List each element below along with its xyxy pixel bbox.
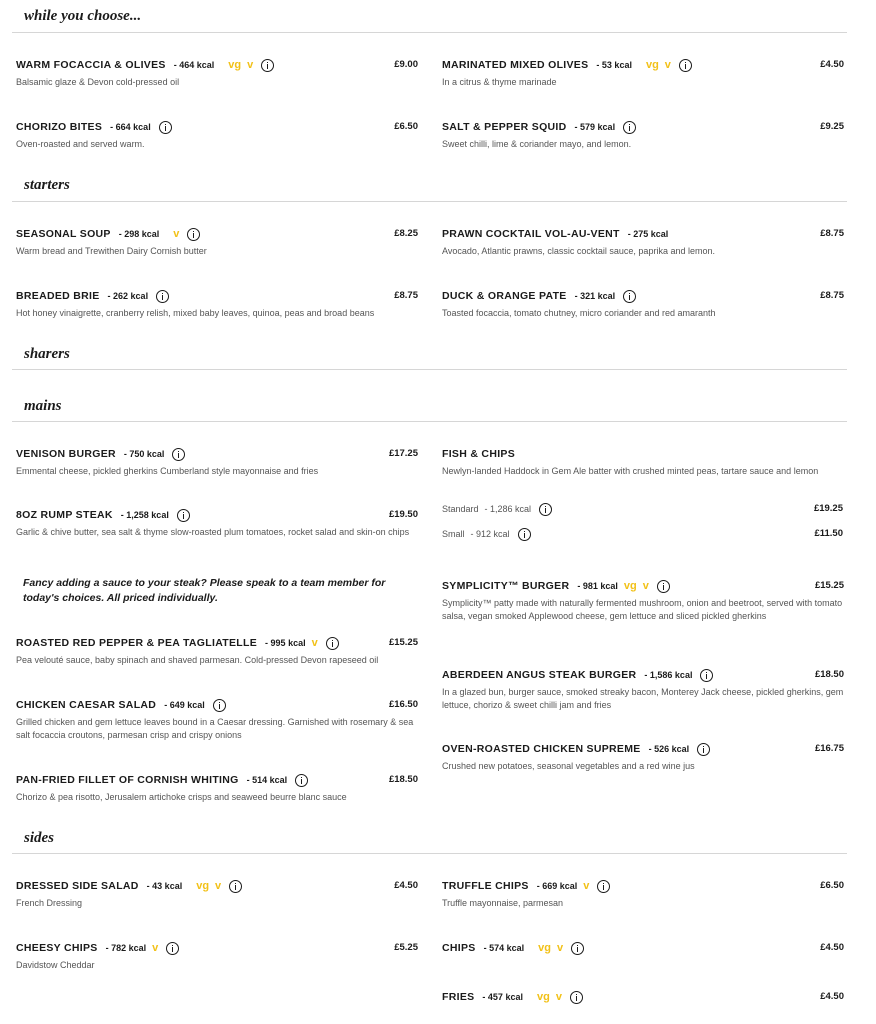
info-icon[interactable] <box>159 121 172 134</box>
option-price: £11.50 <box>814 528 843 539</box>
item-price: £8.25 <box>394 228 418 239</box>
vegetarian-badge: v <box>152 942 159 954</box>
section-divider <box>12 32 847 33</box>
item-kcal: - 43 kcal <box>147 881 183 891</box>
vegetarian-badge: v <box>247 59 254 71</box>
menu-item-cornish-whiting[interactable] <box>16 772 418 804</box>
info-icon[interactable] <box>570 991 583 1004</box>
option-name: Standard <box>442 504 479 514</box>
info-icon[interactable] <box>261 59 274 72</box>
menu-item-symplicity-burger[interactable] <box>442 578 844 623</box>
item-description: Avocado, Atlantic prawns, classic cocktail sauce, paprika and lemon. <box>442 246 715 256</box>
item-price: £4.50 <box>820 991 844 1002</box>
item-description: Toasted focaccia, tomato chutney, micro coriander and red amaranth <box>442 308 716 318</box>
item-description: Davidstow Cheddar <box>16 960 95 970</box>
steak-sauce-note: Fancy adding a sauce to your steak? Please speak to a team member for today's choices. All priced individually. <box>23 577 386 604</box>
item-price: £4.50 <box>820 942 844 953</box>
item-kcal: - 526 kcal <box>649 744 690 754</box>
item-kcal: - 995 kcal <box>265 638 306 648</box>
vegetarian-badge: v <box>664 59 671 71</box>
vegetarian-badge: v <box>555 991 562 1003</box>
menu-item-breaded-brie[interactable] <box>16 288 418 320</box>
section-title-while-you-choose: while you choose... <box>24 8 142 24</box>
item-price: £15.25 <box>388 637 418 648</box>
item-description: French Dressing <box>16 898 83 908</box>
info-icon[interactable] <box>518 528 531 541</box>
item-price: £15.25 <box>814 580 844 591</box>
menu-item-fries[interactable] <box>442 989 844 1005</box>
info-icon[interactable] <box>326 637 339 650</box>
item-kcal: - 1,586 kcal <box>644 670 692 680</box>
item-kcal: - 53 kcal <box>596 60 632 70</box>
item-kcal: - 664 kcal <box>110 122 151 132</box>
menu-item-seasonal-soup[interactable] <box>16 226 418 258</box>
item-name: SYMPLICITY™ BURGER <box>442 580 570 592</box>
section-divider <box>12 201 847 202</box>
item-name: PRAWN COCKTAIL VOL-AU-VENT <box>442 228 620 240</box>
item-kcal: - 579 kcal <box>575 122 616 132</box>
menu-item-venison-burger[interactable] <box>16 446 418 478</box>
item-name: FISH & CHIPS <box>442 448 516 460</box>
item-description: In a citrus & thyme marinade <box>442 77 557 87</box>
vegan-badge: vg <box>536 991 550 1003</box>
item-description: Hot honey vinaigrette, cranberry relish, mixed baby leaves, quinoa, peas and broad beans <box>16 308 375 318</box>
menu-item-chicken-caesar-salad[interactable] <box>16 697 418 742</box>
info-icon[interactable] <box>700 669 713 682</box>
item-price: £19.50 <box>388 509 418 520</box>
info-icon[interactable] <box>571 942 584 955</box>
vegan-badge: vg <box>228 59 242 71</box>
info-icon[interactable] <box>679 59 692 72</box>
section-title-starters: starters <box>24 177 70 193</box>
info-icon[interactable] <box>177 509 190 522</box>
section-title-sides: sides <box>24 830 54 846</box>
item-price: £9.25 <box>820 121 844 132</box>
item-kcal: - 321 kcal <box>575 291 616 301</box>
item-kcal: - 457 kcal <box>482 992 523 1002</box>
info-icon[interactable] <box>597 880 610 893</box>
item-description: In a glazed bun, burger sauce, smoked streaky bacon, Monterey Jack cheese, pickled gherkins, gem lettuce, chorizo & sweet chilli jam and fries <box>442 687 844 710</box>
item-kcal: - 669 kcal <box>537 881 578 891</box>
item-name: CHORIZO BITES <box>16 121 103 133</box>
menu-item-chicken-supreme[interactable] <box>442 741 844 773</box>
item-name: BREADED BRIE <box>16 290 100 302</box>
item-name: SALT & PEPPER SQUID <box>442 121 567 133</box>
item-kcal: - 275 kcal <box>628 229 669 239</box>
item-description: Garlic & chive butter, sea salt & thyme slow-roasted plum tomatoes, rocket salad and skin-on chips <box>16 527 410 537</box>
vegan-badge: vg <box>623 580 637 592</box>
item-price: £6.50 <box>394 121 418 132</box>
vegetarian-badge: v <box>215 880 222 892</box>
item-price: £17.25 <box>388 448 418 459</box>
item-name: SEASONAL SOUP <box>16 228 111 240</box>
section-title-mains: mains <box>24 398 62 414</box>
option-kcal: - 1,286 kcal <box>485 504 532 514</box>
item-description: Sweet chilli, lime & coriander mayo, and lemon. <box>442 139 632 149</box>
menu-item-duck-orange-pate[interactable] <box>442 288 844 320</box>
item-description: Newlyn-landed Haddock in Gem Ale batter with crushed minted peas, tartare sauce and lemon <box>442 466 819 476</box>
item-name: CHIPS <box>442 942 476 954</box>
info-icon[interactable] <box>229 880 242 893</box>
item-price: £6.50 <box>820 880 844 891</box>
info-icon[interactable] <box>156 290 169 303</box>
info-icon[interactable] <box>697 743 710 756</box>
fish-chips-small-option[interactable] <box>442 526 843 542</box>
fish-chips-standard-option[interactable] <box>442 501 843 517</box>
item-name: TRUFFLE CHIPS <box>442 880 529 892</box>
info-icon[interactable] <box>623 121 636 134</box>
item-price: £18.50 <box>814 669 844 680</box>
info-icon[interactable] <box>623 290 636 303</box>
menu-item-tagliatelle[interactable] <box>16 635 418 667</box>
item-name: CHICKEN CAESAR SALAD <box>16 699 157 711</box>
menu-item-salt-pepper-squid[interactable] <box>442 119 844 151</box>
section-divider <box>12 369 847 370</box>
item-price: £16.75 <box>814 743 844 754</box>
item-name: VENISON BURGER <box>16 448 116 460</box>
item-name: WARM FOCACCIA & OLIVES <box>16 59 166 71</box>
item-price: £18.50 <box>388 774 418 785</box>
info-icon[interactable] <box>295 774 308 787</box>
section-divider <box>12 853 847 854</box>
item-name: CHEESY CHIPS <box>16 942 98 954</box>
item-description: Truffle mayonnaise, parmesan <box>442 898 564 908</box>
item-description: Warm bread and Trewithen Dairy Cornish butter <box>16 246 207 256</box>
item-name: DUCK & ORANGE PATE <box>442 290 567 302</box>
item-price: £8.75 <box>820 290 844 301</box>
item-description: Symplicity™ patty made with naturally fermented mushroom, onion and beetroot, served with tomato salsa, vegan smoked Applewood cheese, gem lettuce and sliced pickled gherkins <box>442 598 843 621</box>
item-description: Emmental cheese, pickled gherkins Cumberland style mayonnaise and fries <box>16 466 319 476</box>
menu-item-fish-and-chips[interactable] <box>442 446 844 478</box>
menu-item-prawn-cocktail[interactable] <box>442 226 844 258</box>
item-kcal: - 262 kcal <box>108 291 149 301</box>
item-kcal: - 574 kcal <box>484 943 525 953</box>
menu-item-chips[interactable] <box>442 940 844 956</box>
menu-item-marinated-olives[interactable] <box>442 57 844 89</box>
vegetarian-badge: v <box>556 942 564 954</box>
menu-item-rump-steak[interactable] <box>16 507 418 539</box>
item-name: ROASTED RED PEPPER & PEA TAGLIATELLE <box>16 637 258 649</box>
item-kcal: - 750 kcal <box>124 449 165 459</box>
menu-item-warm-focaccia[interactable] <box>16 57 418 89</box>
item-description: Oven-roasted and served warm. <box>16 139 145 149</box>
item-name: MARINATED MIXED OLIVES <box>442 59 589 71</box>
item-name: PAN-FRIED FILLET OF CORNISH WHITING <box>16 774 239 786</box>
item-kcal: - 782 kcal <box>106 943 147 953</box>
menu-item-dressed-side-salad[interactable] <box>16 878 418 910</box>
item-description: Pea velouté sauce, baby spinach and shaved parmesan. Cold-pressed Devon rapeseed oil <box>16 655 379 665</box>
vegetarian-badge: v <box>311 637 318 649</box>
item-price: £4.50 <box>820 59 844 70</box>
item-price: £5.25 <box>394 942 418 953</box>
item-description: Balsamic glaze & Devon cold-pressed oil <box>16 77 180 87</box>
item-description: Crushed new potatoes, seasonal vegetables and a red wine jus <box>442 761 695 771</box>
info-icon[interactable] <box>657 580 670 593</box>
item-kcal: - 981 kcal <box>577 581 618 591</box>
item-name: 8OZ RUMP STEAK <box>16 509 113 521</box>
vegetarian-badge: v <box>583 880 590 892</box>
item-price: £8.75 <box>394 290 418 301</box>
menu-item-truffle-chips[interactable] <box>442 878 844 910</box>
item-kcal: - 464 kcal <box>174 60 215 70</box>
info-icon[interactable] <box>166 942 179 955</box>
item-name: ABERDEEN ANGUS STEAK BURGER <box>442 669 637 681</box>
vegan-badge: vg <box>538 942 551 954</box>
item-price: £16.50 <box>388 699 418 710</box>
section-divider <box>12 421 847 422</box>
info-icon[interactable] <box>172 448 185 461</box>
option-price: £19.25 <box>813 503 843 514</box>
item-description: Chorizo & pea risotto, Jerusalem artichoke crisps and seaweed beurre blanc sauce <box>16 792 347 802</box>
menu-item-chorizo-bites[interactable] <box>16 119 418 151</box>
menu-item-aberdeen-angus-burger[interactable] <box>442 667 844 712</box>
vegan-badge: vg <box>645 59 659 71</box>
info-icon[interactable] <box>187 228 200 241</box>
section-title-sharers: sharers <box>24 346 70 362</box>
vegetarian-badge: v <box>642 580 649 592</box>
item-description: Grilled chicken and gem lettuce leaves bound in a Caesar dressing. Garnished with rosemary & sea salt focaccia croutons, parmesan crisp and crispy onions <box>16 717 414 740</box>
menu-item-cheesy-chips[interactable] <box>16 940 418 972</box>
item-name: DRESSED SIDE SALAD <box>16 880 139 892</box>
info-icon[interactable] <box>539 503 552 516</box>
vegetarian-badge: v <box>173 228 180 240</box>
item-kcal: - 298 kcal <box>119 229 160 239</box>
item-kcal: - 514 kcal <box>247 775 288 785</box>
info-icon[interactable] <box>213 699 226 712</box>
option-kcal: - 912 kcal <box>471 529 510 539</box>
item-price: £9.00 <box>394 59 418 70</box>
item-kcal: - 649 kcal <box>164 700 205 710</box>
item-kcal: - 1,258 kcal <box>121 510 169 520</box>
item-name: FRIES <box>442 991 475 1003</box>
item-price: £4.50 <box>394 880 418 891</box>
option-name: Small <box>442 529 465 539</box>
item-name: OVEN-ROASTED CHICKEN SUPREME <box>442 743 641 755</box>
item-price: £8.75 <box>820 228 844 239</box>
vegan-badge: vg <box>196 880 210 892</box>
